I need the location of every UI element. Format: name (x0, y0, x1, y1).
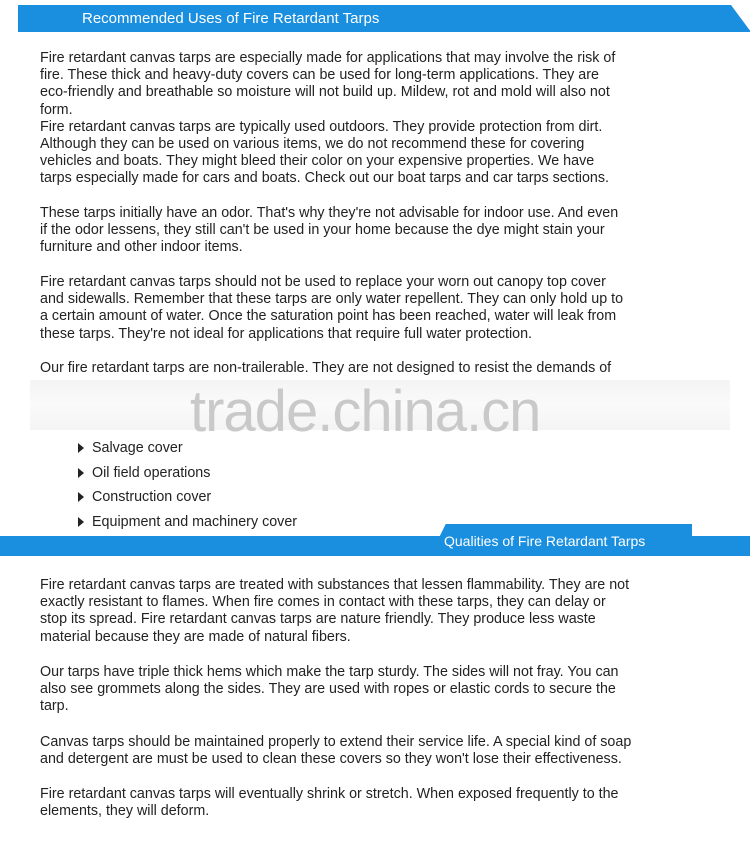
list-item-label: Salvage cover (92, 440, 183, 457)
paragraph-odor: These tarps initially have an odor. That's why they're not advisable for indoor use. And even if the odor lessens, they still can't be used in your home because the dye might stain your furniture and other indoor items. (40, 205, 619, 256)
list-item (78, 510, 297, 535)
paragraph-maintenance: Canvas tarps should be maintained properly to extend their service life. A special kind of soap and detergent are must be used to clean these covers so they won't lose their effectiveness. (40, 734, 632, 768)
list-item (78, 461, 297, 486)
paragraph-flammability: Fire retardant canvas tarps are treated with substances that lessen flammability. They are not exactly resistant to flames. When fire comes in contact with these tarps, they can delay or stop its spread. Fire retardant canvas tarps are nature friendly. They produce less waste material because they are made of natural fibers. (40, 577, 630, 645)
banner-notch (731, 5, 750, 32)
uses-list (78, 436, 297, 534)
list-item (78, 436, 297, 461)
section-banner-uses (18, 5, 750, 32)
list-item (78, 485, 297, 510)
section-title-uses: Recommended Uses of Fire Retardant Tarps (82, 10, 380, 27)
list-item-label: Oil field operations (92, 464, 211, 481)
bullet-triangle-icon (78, 443, 84, 453)
bullet-triangle-icon (78, 468, 84, 478)
paragraph-non-trailerable: Our fire retardant tarps are non-trailerable. They are not designed to resist the demands of (40, 360, 612, 376)
watermark: trade.china.cn (190, 379, 541, 444)
list-item-label: Equipment and machinery cover (92, 514, 298, 531)
paragraph-water-repellent: Fire retardant canvas tarps should not be used to replace your worn out canopy top cover and sidewalls. Remember that these tarps are only water repellent. They can only hold up to a certain amount of water. Once the saturation point has been reached, water will leak from these tarps. They're not ideal for applications that require full water protection. (40, 274, 624, 342)
list-item-label: Construction cover (92, 489, 212, 506)
bullet-triangle-icon (78, 517, 84, 527)
paragraph-shrink: Fire retardant canvas tarps will eventually shrink or stretch. When exposed frequently to the elements, they will deform. (40, 786, 619, 820)
section-title-qualities: Qualities of Fire Retardant Tarps (444, 533, 646, 549)
section-banner-qualities (0, 533, 750, 556)
paragraph-uses-intro: Fire retardant canvas tarps are especially made for applications that may involve the risk of fire. These thick and heavy-duty covers can be used for long-term applications. They are eco-friendly and breathable so moisture will not build up. Mildew, rot and mold will also not form. Fire retardant canvas tarps are typically used outdoors. They provide protection from dirt. Although they can be used on various items, we do not recommend these for covering vehicles and boats. They might bleed their color on your expensive properties. We have tarps especially made for cars and boats. Check out our boat tarps and car tarps sections. (40, 50, 616, 187)
paragraph-hems: Our tarps have triple thick hems which make the tarp sturdy. The sides will not fray. You can also see grommets along the sides. They are used with ropes or elastic cords to secure the tarp. (40, 664, 619, 715)
bullet-triangle-icon (78, 492, 84, 502)
